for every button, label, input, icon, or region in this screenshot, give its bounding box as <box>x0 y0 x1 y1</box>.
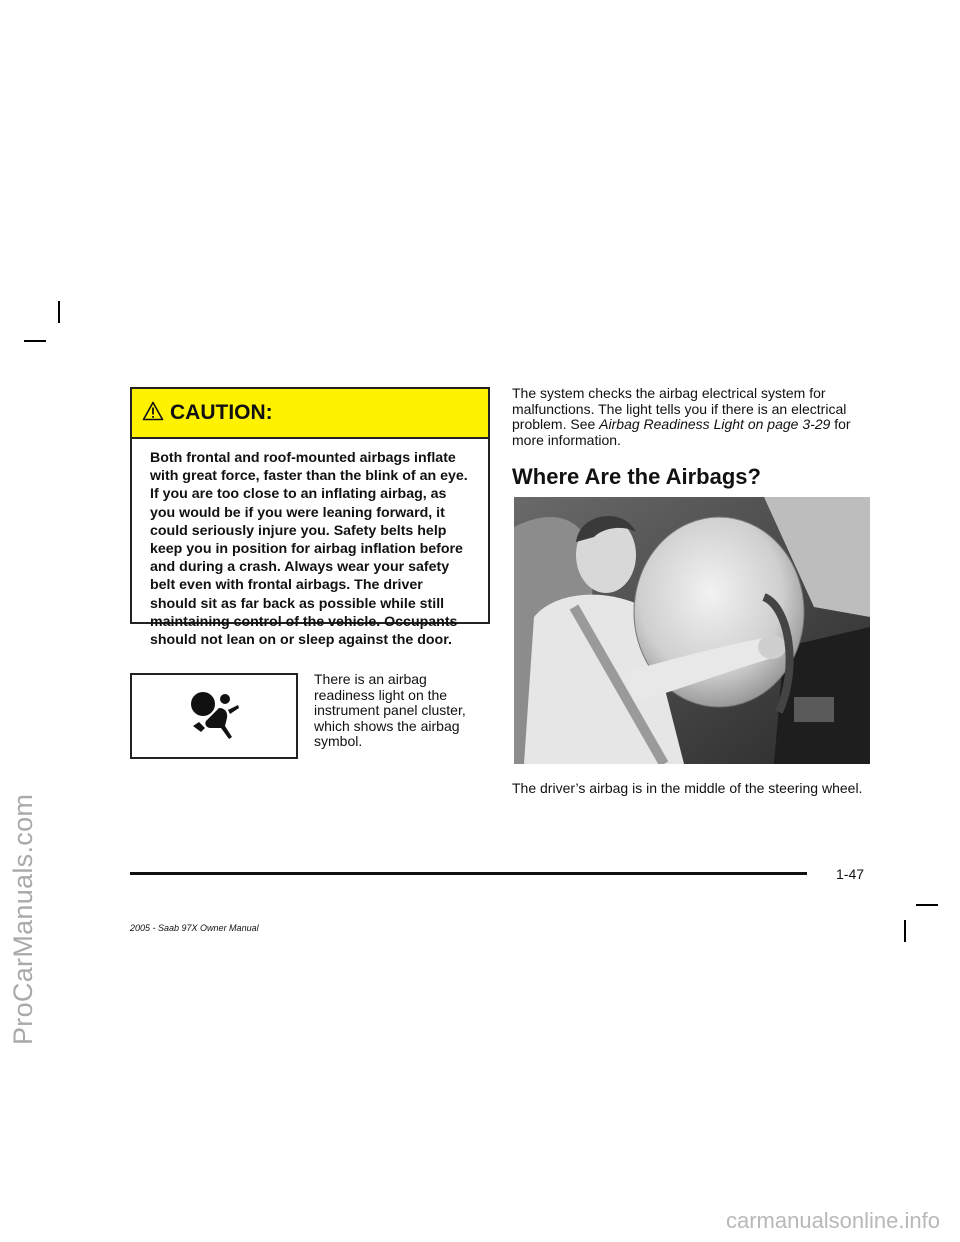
system-text-after: for more information. <box>512 416 851 448</box>
readiness-light-text: There is an airbag readiness light on the instrument panel cluster, which shows the airbag symbol. <box>314 671 466 749</box>
manual-footer: 2005 - Saab 97X Owner Manual <box>130 923 259 933</box>
caution-text: Both frontal and roof-mounted airbags inflate with great force, faster than the blink of an eye. If you are too close to an inflating airbag, as you would be if you were leaning forward, it could seriously injure you. Safety belts help keep you in position for airbag inflation before and during a crash. Always wear your safety belt even with frontal airbags. The driver should sit as far back as possible while still maintaining control of the vehicle. Occupants should not lean on or sleep against the door. <box>150 450 468 649</box>
warning-triangle-icon <box>142 401 164 426</box>
airbag-readiness-symbol-icon <box>185 688 243 745</box>
side-watermark: ProCarManuals.com <box>8 793 38 1045</box>
caution-title: CAUTION: <box>170 401 273 424</box>
caution-box <box>130 387 490 649</box>
system-text-before: The system checks the airbag electrical system for malfunctions. The light tells you if there is an electrical problem. See <box>512 385 847 432</box>
footer-rule <box>130 872 807 875</box>
crop-mark <box>904 920 906 942</box>
airbag-readiness-light-reference[interactable]: Airbag Readiness Light on page 3-29 <box>599 416 831 432</box>
bottom-watermark: carmanualsonline.info <box>725 1208 940 1233</box>
section-heading: Where Are the Airbags? <box>512 464 761 489</box>
driver-airbag-photo <box>514 497 870 764</box>
airbag-symbol-box <box>130 673 298 759</box>
crop-mark <box>916 904 938 906</box>
photo-caption: The driver’s airbag is in the middle of the steering wheel. <box>512 780 863 796</box>
system-check-paragraph <box>512 386 874 448</box>
crop-mark <box>24 340 46 342</box>
caution-header <box>132 389 488 439</box>
crop-mark <box>58 301 60 323</box>
page-number: 1-47 <box>836 866 865 882</box>
